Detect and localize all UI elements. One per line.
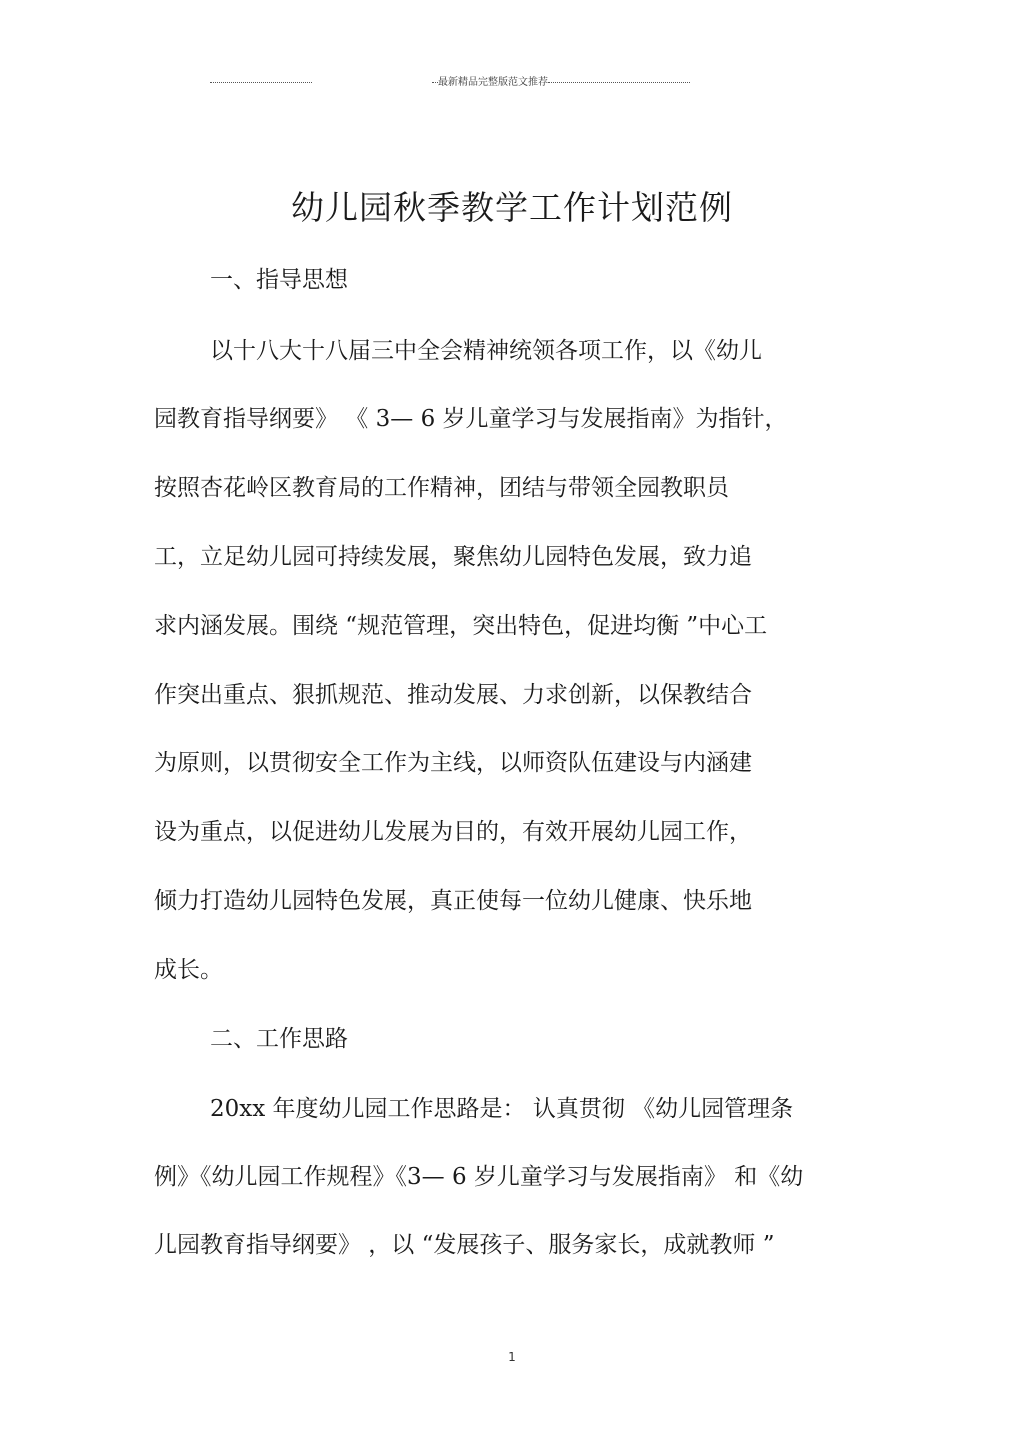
paragraph-line: 作突出重点、狠抓规范、推动发展、力求创新，以保教结合 [154,682,752,708]
paragraph-line: 设为重点，以促进幼儿发展为目的，有效开展幼儿园工作， [154,819,752,845]
header-text: 最新精品完整版范文推荐 [438,76,548,88]
paragraph-line: 成长。 [154,957,223,983]
paragraph-line: 20xx 年度幼儿园工作思路是： 认真贯彻 《幼儿园管理条 [210,1096,794,1122]
paragraph-line: 倾力打造幼儿园特色发展，真正使每一位幼儿健康、快乐地 [154,888,752,914]
header-dotted-rule-left [210,82,312,83]
section-heading-1: 一、指导思想 [210,267,348,293]
paragraph-line: 求内涵发展。围绕 “规范管理，突出特色，促进均衡 ”中心工 [154,613,768,639]
section-heading-2: 二、工作思路 [210,1026,348,1052]
document-title: 幼儿园秋季教学工作计划范例 [291,188,733,227]
header-dotted-rule-right [548,82,690,83]
paragraph-line: 为原则，以贯彻安全工作为主线，以师资队伍建设与内涵建 [154,750,752,776]
paragraph-line: 以十八大十八届三中全会精神统领各项工作，以《幼儿 [210,338,762,364]
paragraph-line: 按照杏花岭区教育局的工作精神，团结与带领全园教职员 [154,475,729,501]
paragraph-line: 儿园教育指导纲要》 ，以 “发展孩子、服务家长，成就教师 ” [154,1232,775,1258]
paragraph-line: 例》《幼儿园工作规程》《3— 6 岁儿童学习与发展指南》 和《幼 [154,1164,804,1190]
paragraph-line: 园教育指导纲要》 《 3— 6 岁儿童学习与发展指南》为指针， [154,406,788,432]
page-header [210,72,690,88]
page-number: 1 [508,1350,516,1364]
paragraph-line: 工，立足幼儿园可持续发展，聚焦幼儿园特色发展，致力追 [154,544,752,570]
